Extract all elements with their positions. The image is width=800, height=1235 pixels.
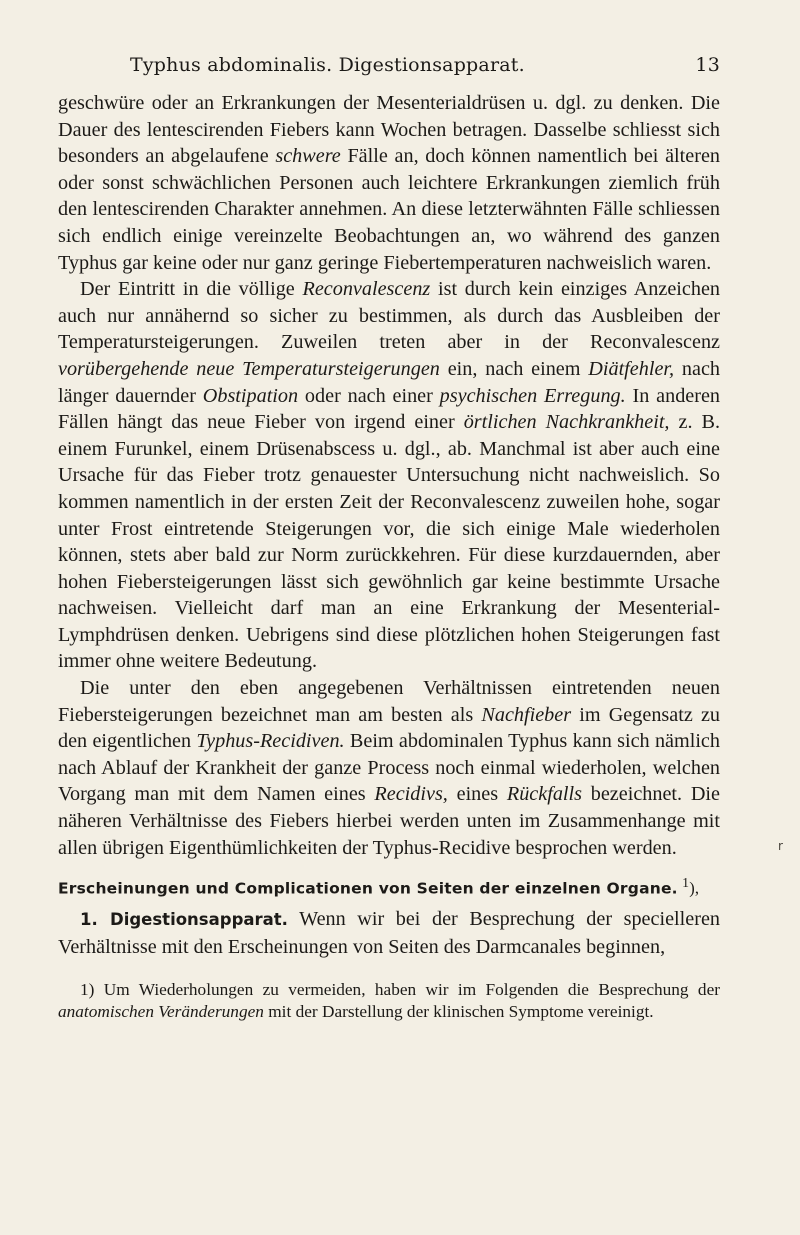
- paragraph-2: Der Eintritt in die völlige Reconvalescenz ist durch kein einziges Anzeichen auch nur annähernd so sicher zu bestimmen, als durch das Ausbleiben der Temperatursteigerungen. Zuweilen treten aber in der Reconvalescenz vorübergehende neue Temperatursteigerungen ein, nach einem Diätfehler, nach länger dauernder Obstipation oder nach einer psychischen Erregung. In anderen Fällen hängt das neue Fieber von irgend einer örtlichen Nachkrankheit, z. B. einem Furunkel, einem Drüsenabscess u. dgl., ab. Manchmal ist aber auch eine Ursache für das Fieber trotz genauester Untersuchung nicht nachweislich. So kommen namentlich in der ersten Zeit der Reconvalescenz zuweilen hohe, sogar unter Frost eintretende Steigerungen vor, die sich einige Male wiederholen können, stets aber bald zur Norm zurückkehren. Für diese kurzdauernden, aber hohen Fiebersteigerungen lässt sich gewöhnlich gar keine bestimmte Ursache nachweisen. Vielleicht darf man an eine Erkrankung der Mesenterial-Lymphdrüsen denken. Uebrigens sind diese plötzlichen hohen Steigerungen fast immer ohne weitere Bedeutung.: [58, 278, 721, 673]
- running-header: [130, 54, 720, 78]
- footnote-ref: 1: [682, 875, 690, 891]
- body-text: [58, 90, 720, 1023]
- footnote: 1) Um Wiederholungen zu vermeiden, haben wir im Folgenden die Besprechung der anatomischen Veränderungen mit der Darstellung der klinischen Symptome vereinigt.: [58, 979, 720, 1021]
- emphasis: psychischen Erregung.: [439, 384, 626, 407]
- emphasis: anatomischen Veränderungen: [58, 1001, 264, 1021]
- subsection-label: 1. Digestionsapparat.: [80, 910, 288, 930]
- emphasis: Typhus-Recidiven.: [196, 730, 345, 753]
- section-heading: Erscheinungen und Complicationen von Seiten der einzelnen Organe. $^1$),: [58, 875, 700, 898]
- paragraph-3: Die unter den eben angegebenen Verhältnissen eintretenden neuen Fiebersteigerungen bezeichnet man am besten als Nachfieber im Gegensatz zu den eigentlichen Typhus-Recidiven. Beim abdominalen Typhus kann sich nämlich nach Ablauf der Krankheit der ganze Process noch einmal wiederholen, welchen Vorgang man mit dem Namen eines Recidivs, eines Rückfalls bezeichnet. Die näheren Verhältnisse des Fiebers hierbei werden unten im Zusammenhange mit allen übrigen Eigenthümlichkeiten der Typhus-Recidive besprochen werden.: [58, 677, 721, 859]
- emphasis: Obstipation: [202, 384, 299, 407]
- emphasis: Nachfieber: [481, 703, 572, 726]
- footnote-marker: 1): [80, 979, 95, 999]
- emphasis: örtlichen Nachkrankheit,: [463, 411, 670, 434]
- running-title: Typhus abdominalis. Digestionsapparat.: [130, 54, 525, 76]
- paragraph-1: geschwüre oder an Erkrankungen der Mesenterialdrüsen u. dgl. zu denken. Die Dauer des lentescirenden Fiebers kann Wochen betragen. Dasselbe schliesst sich besonders an abgelaufene schwere Fälle an, doch können namentlich bei älteren oder sonst schwächlichen Personen auch leichtere Erkrankungen ziemlich früh den lentescirenden Charakter annehmen. An diese letzterwähnten Fälle schliessen sich endlich einige vereinzelte Beobachtungen an, wo während des ganzen Typhus gar keine oder nur ganz geringe Fiebertemperaturen nachweislich waren.: [58, 92, 720, 274]
- page-number: 13: [695, 54, 720, 76]
- emphasis: schwere: [275, 145, 341, 168]
- emphasis: Diätfehler,: [588, 357, 675, 380]
- margin-mark: r: [778, 839, 783, 853]
- subsection-paragraph: 1. Digestionsapparat. Wenn wir bei der Besprechung der specielleren Verhältnisse mit den Erscheinungen von Seiten des Darmcanales beginnen,: [58, 908, 720, 958]
- emphasis: Recidivs,: [374, 783, 448, 806]
- emphasis: Reconvalescenz: [302, 278, 431, 301]
- emphasis: Rückfalls: [506, 783, 582, 806]
- emphasis: vorübergehende neue Temperatursteigerungen: [58, 357, 440, 380]
